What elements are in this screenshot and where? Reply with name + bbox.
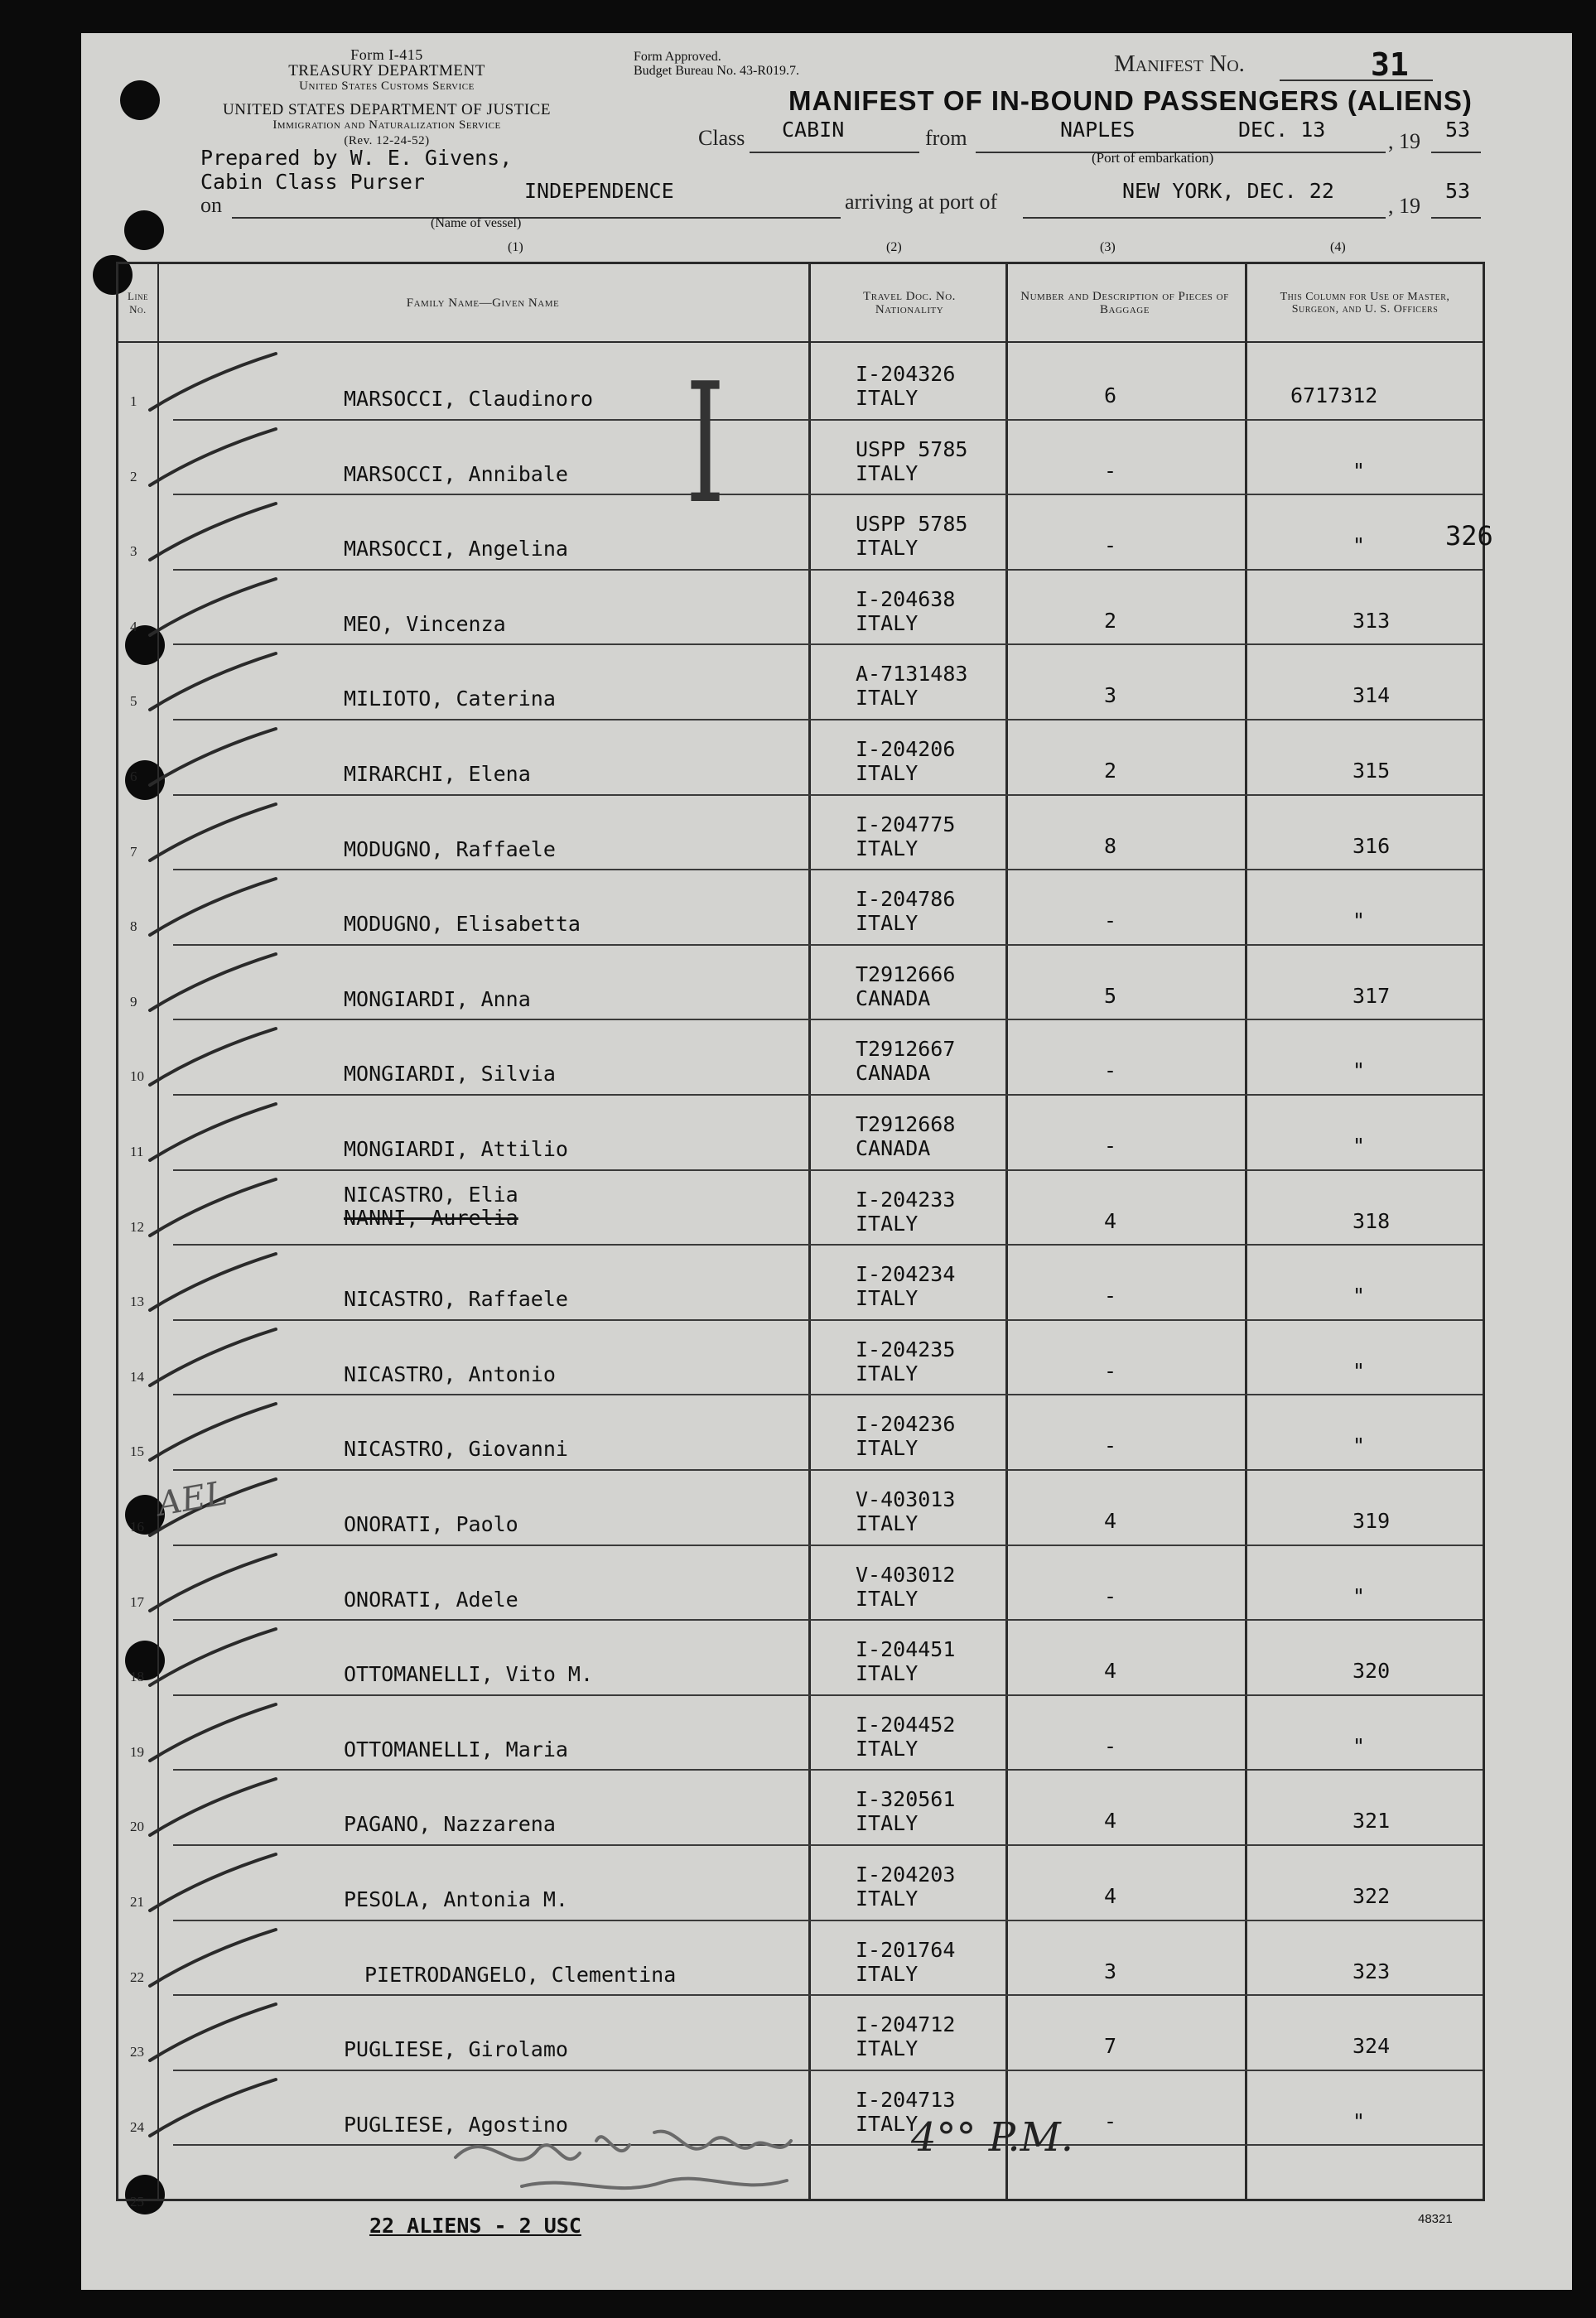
officer-note: 314: [1353, 683, 1391, 708]
nationality: ITALY: [856, 836, 919, 860]
form-revision: (Rev. 12-24-52): [344, 134, 430, 147]
line-number: 4: [130, 618, 137, 634]
officer-note: 321: [1353, 1809, 1391, 1834]
check-mark: [135, 650, 284, 716]
nationality: ITALY: [856, 1811, 919, 1836]
officer-note: 6717312: [1290, 383, 1378, 407]
baggage-count: -: [1104, 2108, 1117, 2133]
row-divider: [173, 1319, 1483, 1321]
baggage-column-header: Number and Description of Pieces of Baggage: [1020, 289, 1229, 316]
nationality: ITALY: [856, 386, 919, 410]
row-divider: [173, 1545, 1483, 1546]
travel-doc-number: I-204638: [856, 586, 956, 611]
line-number: 5: [130, 693, 137, 710]
passenger-name: PUGLIESE, Girolamo: [344, 2037, 568, 2062]
form-approved-text: Form Approved.: [634, 50, 721, 64]
travel-doc-number: V-403013: [856, 1487, 956, 1511]
passenger-name: MEO, Vincenza: [344, 611, 506, 636]
line-number: 25: [130, 2194, 144, 2210]
passenger-name: MILIOTO, Caterina: [344, 687, 556, 711]
line-number: 18: [130, 1669, 144, 1685]
row-divider: [173, 1094, 1483, 1096]
baggage-count: -: [1104, 458, 1117, 483]
passenger-name: MONGIARDI, Silvia: [344, 1062, 556, 1087]
baggage-count: 2: [1104, 759, 1117, 783]
row-divider: [173, 869, 1483, 870]
nationality: ITALY: [856, 1736, 919, 1761]
baggage-count: 4: [1104, 1208, 1117, 1233]
manifest-title: MANIFEST OF IN-BOUND PASSENGERS (ALIENS): [788, 85, 1473, 116]
nationality: ITALY: [856, 686, 919, 711]
nationality: ITALY: [856, 1361, 919, 1385]
check-mark: [135, 1176, 284, 1242]
officer-note: ": [1353, 1058, 1366, 1083]
line-number: 1: [130, 393, 137, 409]
arrival-line: [1023, 217, 1386, 219]
check-mark: [135, 500, 284, 566]
port-caption: (Port of embarkation): [1092, 150, 1214, 166]
year-prefix: , 19: [1388, 129, 1420, 153]
check-mark: [135, 1251, 284, 1317]
officer-note: ": [1353, 1358, 1366, 1383]
nationality: ITALY: [856, 1887, 919, 1911]
officer-note: 316: [1353, 833, 1391, 858]
line-no-header: Line No.: [128, 289, 148, 316]
baggage-count: -: [1104, 1434, 1117, 1458]
travel-doc-number: I-320561: [856, 1787, 956, 1812]
class-value: CABIN: [782, 118, 845, 142]
officer-note: ": [1353, 908, 1366, 933]
ins-service: Immigration and Naturalization Service: [272, 118, 501, 132]
travel-doc-number: I-204236: [856, 1412, 956, 1437]
from-value: NAPLES: [1060, 118, 1136, 142]
baggage-count: -: [1104, 908, 1117, 933]
form-header-left: [192, 47, 581, 149]
row-divider: [173, 1394, 1483, 1395]
travel-doc-number: I-201764: [856, 1937, 956, 1962]
line-number: 22: [130, 1969, 144, 1985]
check-mark: [135, 1400, 284, 1467]
row-divider: [173, 419, 1483, 421]
row-divider: [173, 569, 1483, 571]
line-number: 19: [130, 1743, 144, 1760]
nationality: CANADA: [856, 986, 931, 1010]
line-number: 14: [130, 1368, 144, 1385]
passenger-name: MODUGNO, Elisabetta: [344, 912, 581, 937]
passenger-name: ONORATI, Paolo: [344, 1512, 518, 1536]
check-mark: [135, 951, 284, 1017]
doc-column-header: Travel Doc. No. Nationality: [863, 289, 956, 316]
travel-doc-number: I-204233: [856, 1187, 956, 1212]
passenger-name: MARSOCCI, Annibale: [344, 461, 568, 486]
form-approved: [634, 50, 799, 78]
nationality: CANADA: [856, 1061, 931, 1086]
check-mark: [135, 426, 284, 492]
budget-bureau-text: Budget Bureau No. 43-R019.7.: [634, 64, 799, 78]
col-number-3: (3): [1100, 240, 1116, 254]
check-mark: [135, 875, 284, 942]
row-divider: [173, 719, 1483, 720]
passenger-name: PIETRODANGELO, Clementina: [364, 1962, 677, 1987]
line-number: 2: [130, 468, 137, 484]
baggage-count: 8: [1104, 833, 1117, 858]
check-mark: [135, 1926, 284, 1993]
travel-doc-number: I-204451: [856, 1637, 956, 1662]
passenger-name: MONGIARDI, Anna: [344, 986, 531, 1011]
line-number: 13: [130, 1294, 144, 1310]
check-mark: [135, 576, 284, 642]
prepared-by: Prepared by W. E. Givens,: [200, 146, 513, 170]
check-mark: [135, 1025, 284, 1092]
officer-note: ": [1353, 2108, 1366, 2133]
nationality: ITALY: [856, 1511, 919, 1535]
margin-note: AEL: [154, 1473, 231, 1525]
travel-doc-number: USPP 5785: [856, 512, 968, 537]
travel-doc-number: T2912666: [856, 961, 956, 986]
check-mark: [135, 350, 284, 417]
passenger-name: MARSOCCI, Angelina: [344, 537, 568, 561]
row-divider: [173, 1244, 1483, 1246]
line-number: 10: [130, 1068, 144, 1085]
line-number: 3: [130, 543, 137, 560]
passenger-name: MODUGNO, Raffaele: [344, 836, 556, 861]
year-line: [1431, 152, 1481, 153]
check-mark: [135, 2001, 284, 2067]
year-prefix-2: , 19: [1388, 194, 1420, 218]
col-number-2: (2): [886, 240, 902, 254]
passenger-name: OTTOMANELLI, Vito M.: [344, 1662, 594, 1687]
class-line: [750, 152, 919, 153]
line-number: 6: [130, 769, 137, 784]
baggage-count: -: [1104, 1058, 1117, 1083]
passenger-name: NICASTRO, Antonio: [344, 1361, 556, 1386]
departure-year: 53: [1445, 118, 1471, 142]
check-mark: [135, 1701, 284, 1767]
check-mark: [135, 725, 284, 792]
officer-note: ": [1353, 1134, 1366, 1158]
passenger-name: NICASTRO, Giovanni: [344, 1437, 568, 1462]
baggage-count: 4: [1104, 1659, 1117, 1684]
check-mark: [135, 801, 284, 867]
row-divider: [173, 1920, 1483, 1921]
arrival-port-date: NEW YORK, DEC. 22: [1122, 179, 1334, 203]
baggage-count: 3: [1104, 683, 1117, 708]
officer-note: ": [1353, 533, 1366, 558]
officer-note: 320: [1353, 1659, 1391, 1684]
vessel-line: [232, 217, 841, 219]
officer-column-header: This Column for Use of Master, Surgeon, and U. S. Officers: [1280, 290, 1450, 316]
baggage-count: 4: [1104, 1809, 1117, 1834]
treasury-dept: TREASURY DEPARTMENT: [288, 62, 485, 80]
travel-doc-number: T2912667: [856, 1037, 956, 1062]
nationality: ITALY: [856, 1211, 919, 1236]
check-mark: [135, 1626, 284, 1692]
baggage-count: 3: [1104, 1959, 1117, 1983]
stamp-mark: I: [685, 348, 726, 541]
on-label: on: [200, 193, 222, 217]
nationality: ITALY: [856, 610, 919, 635]
travel-doc-number: I-204234: [856, 1262, 956, 1287]
row-divider: [173, 1994, 1483, 1996]
baggage-count: -: [1104, 1583, 1117, 1608]
vessel-caption: (Name of vessel): [431, 216, 522, 230]
baggage-count: 4: [1104, 1884, 1117, 1908]
baggage-count: 5: [1104, 983, 1117, 1008]
passenger-name: PAGANO, Nazzarena: [344, 1812, 556, 1837]
travel-doc-number: I-204452: [856, 1712, 956, 1737]
footer-total: 22 ALIENS - 2 USC: [369, 2214, 581, 2238]
travel-doc-number: I-204235: [856, 1337, 956, 1361]
row-divider: [173, 494, 1483, 495]
nationality: ITALY: [856, 1586, 919, 1611]
year-line-2: [1431, 217, 1481, 219]
officer-note: ": [1353, 1434, 1366, 1458]
passenger-name: OTTOMANELLI, Maria: [344, 1737, 568, 1761]
officer-note: 324: [1353, 2034, 1391, 2059]
officer-note: 315: [1353, 759, 1391, 783]
baggage-count: -: [1104, 1284, 1117, 1308]
name-column-header: Family Name—Given Name: [406, 296, 560, 310]
travel-doc-number: T2912668: [856, 1112, 956, 1136]
travel-doc-number: I-204206: [856, 737, 956, 761]
nationality: CANADA: [856, 1136, 931, 1160]
row-divider: [173, 1169, 1483, 1171]
passenger-name: MIRARCHI, Elena: [344, 762, 531, 786]
row-divider: [173, 1469, 1483, 1471]
officer-note: ": [1353, 1284, 1366, 1308]
nationality: ITALY: [856, 1661, 919, 1686]
check-mark: [135, 1776, 284, 1842]
line-number: 21: [130, 1894, 144, 1910]
passenger-name: MARSOCCI, Claudinoro: [344, 387, 594, 411]
baggage-count: -: [1104, 1134, 1117, 1158]
row-divider: [173, 1019, 1483, 1020]
officer-note: 323: [1353, 1959, 1391, 1983]
form-code: 48321: [1418, 2212, 1453, 2226]
baggage-count: 2: [1104, 608, 1117, 633]
baggage-count: -: [1104, 1358, 1117, 1383]
baggage-count: -: [1104, 533, 1117, 558]
signature-scrawl: [439, 2108, 903, 2207]
row-divider: [173, 1769, 1483, 1771]
col-divider: [808, 264, 811, 2199]
officer-note: 318: [1353, 1208, 1391, 1233]
departure-date: DEC. 13: [1238, 118, 1326, 142]
travel-doc-number: I-204775: [856, 812, 956, 836]
row-divider: [173, 1694, 1483, 1696]
baggage-count: -: [1104, 1733, 1117, 1758]
col-divider: [1245, 264, 1247, 2199]
form-number: Form I-415: [350, 46, 423, 63]
col-divider: [1005, 264, 1008, 2199]
col-number-1: (1): [508, 240, 523, 254]
baggage-count: 7: [1104, 2034, 1117, 2059]
vessel-name: INDEPENDENCE: [524, 179, 674, 203]
baggage-count: 6: [1104, 383, 1117, 407]
line-number: 20: [130, 1819, 144, 1835]
officer-note: 313: [1353, 608, 1391, 633]
line-number: 11: [130, 1144, 144, 1159]
officer-note: 319: [1353, 1509, 1391, 1533]
nationality: ITALY: [856, 1961, 919, 1986]
row-divider: [173, 944, 1483, 946]
col-number-4: (4): [1330, 240, 1346, 254]
side-note: 326: [1445, 520, 1493, 552]
officer-note: ": [1353, 1583, 1366, 1608]
manifest-number-label: Manifest No.: [1114, 51, 1245, 77]
check-mark: [135, 2076, 284, 2142]
check-mark: [135, 1551, 284, 1617]
arrival-year: 53: [1445, 179, 1471, 203]
line-number: 8: [130, 918, 137, 935]
customs-service: United States Customs Service: [299, 80, 475, 93]
line-number: 23: [130, 2044, 144, 2060]
baggage-count: 4: [1104, 1509, 1117, 1533]
travel-doc-number: I-204712: [856, 2012, 956, 2037]
justice-dept: UNITED STATES DEPARTMENT OF JUSTICE: [223, 101, 551, 118]
line-number: 16: [130, 1519, 144, 1535]
row-divider: [173, 1619, 1483, 1621]
passenger-name: NICASTRO, Raffaele: [344, 1287, 568, 1312]
passenger-name: MONGIARDI, Attilio: [344, 1137, 568, 1161]
nationality: ITALY: [856, 2036, 919, 2061]
officer-note: 322: [1353, 1884, 1391, 1908]
arriving-label: arriving at port of: [845, 190, 998, 214]
passenger-name: ONORATI, Adele: [344, 1587, 518, 1612]
header-divider: [118, 341, 1483, 343]
passenger-name: PUGLIESE, Agostino: [344, 2112, 568, 2137]
officer-note: ": [1353, 1733, 1366, 1758]
check-mark: [135, 1326, 284, 1392]
travel-doc-number: I-204786: [856, 887, 956, 912]
nationality: ITALY: [856, 761, 919, 785]
line-number: 24: [130, 2118, 144, 2135]
row-divider: [173, 643, 1483, 645]
row-divider: [173, 794, 1483, 796]
manifest-number-line: [1280, 80, 1433, 81]
nationality: ITALY: [856, 536, 919, 561]
travel-doc-number: V-403012: [856, 1562, 956, 1587]
from-label: from: [925, 126, 967, 150]
prepared-role: Cabin Class Purser: [200, 170, 425, 194]
travel-doc-number: A-7131483: [856, 662, 968, 687]
line-number: 7: [130, 843, 137, 860]
nationality: ITALY: [856, 1286, 919, 1311]
signature-time: 4°° P.M.: [911, 2114, 1074, 2161]
line-number: 17: [130, 1593, 144, 1610]
nationality: ITALY: [856, 911, 919, 936]
binder-hole: [120, 80, 160, 120]
row-divider: [173, 2070, 1483, 2071]
binder-hole: [124, 210, 164, 250]
check-mark: [135, 1851, 284, 1917]
check-mark: [135, 1101, 284, 1167]
travel-doc-number: I-204326: [856, 362, 956, 386]
travel-doc-number: I-204713: [856, 2087, 956, 2112]
nationality: ITALY: [856, 2111, 919, 2136]
passenger-table: [116, 262, 1485, 2210]
passenger-name-struck: NANNI, Aurelia: [344, 1205, 518, 1230]
line-number: 12: [130, 1218, 144, 1235]
nationality: ITALY: [856, 460, 919, 485]
officer-note: 317: [1353, 983, 1391, 1008]
class-label: Class: [698, 126, 745, 150]
travel-doc-number: I-204203: [856, 1863, 956, 1887]
officer-note: ": [1353, 458, 1366, 483]
line-number: 15: [130, 1443, 144, 1460]
row-divider: [173, 1844, 1483, 1846]
passenger-name: PESOLA, Antonia M.: [344, 1887, 568, 1911]
nationality: ITALY: [856, 1436, 919, 1461]
line-number: 9: [130, 993, 137, 1010]
travel-doc-number: USPP 5785: [856, 436, 968, 461]
manifest-number: 31: [1371, 46, 1409, 83]
passenger-name: NICASTRO, Elia: [344, 1182, 518, 1207]
